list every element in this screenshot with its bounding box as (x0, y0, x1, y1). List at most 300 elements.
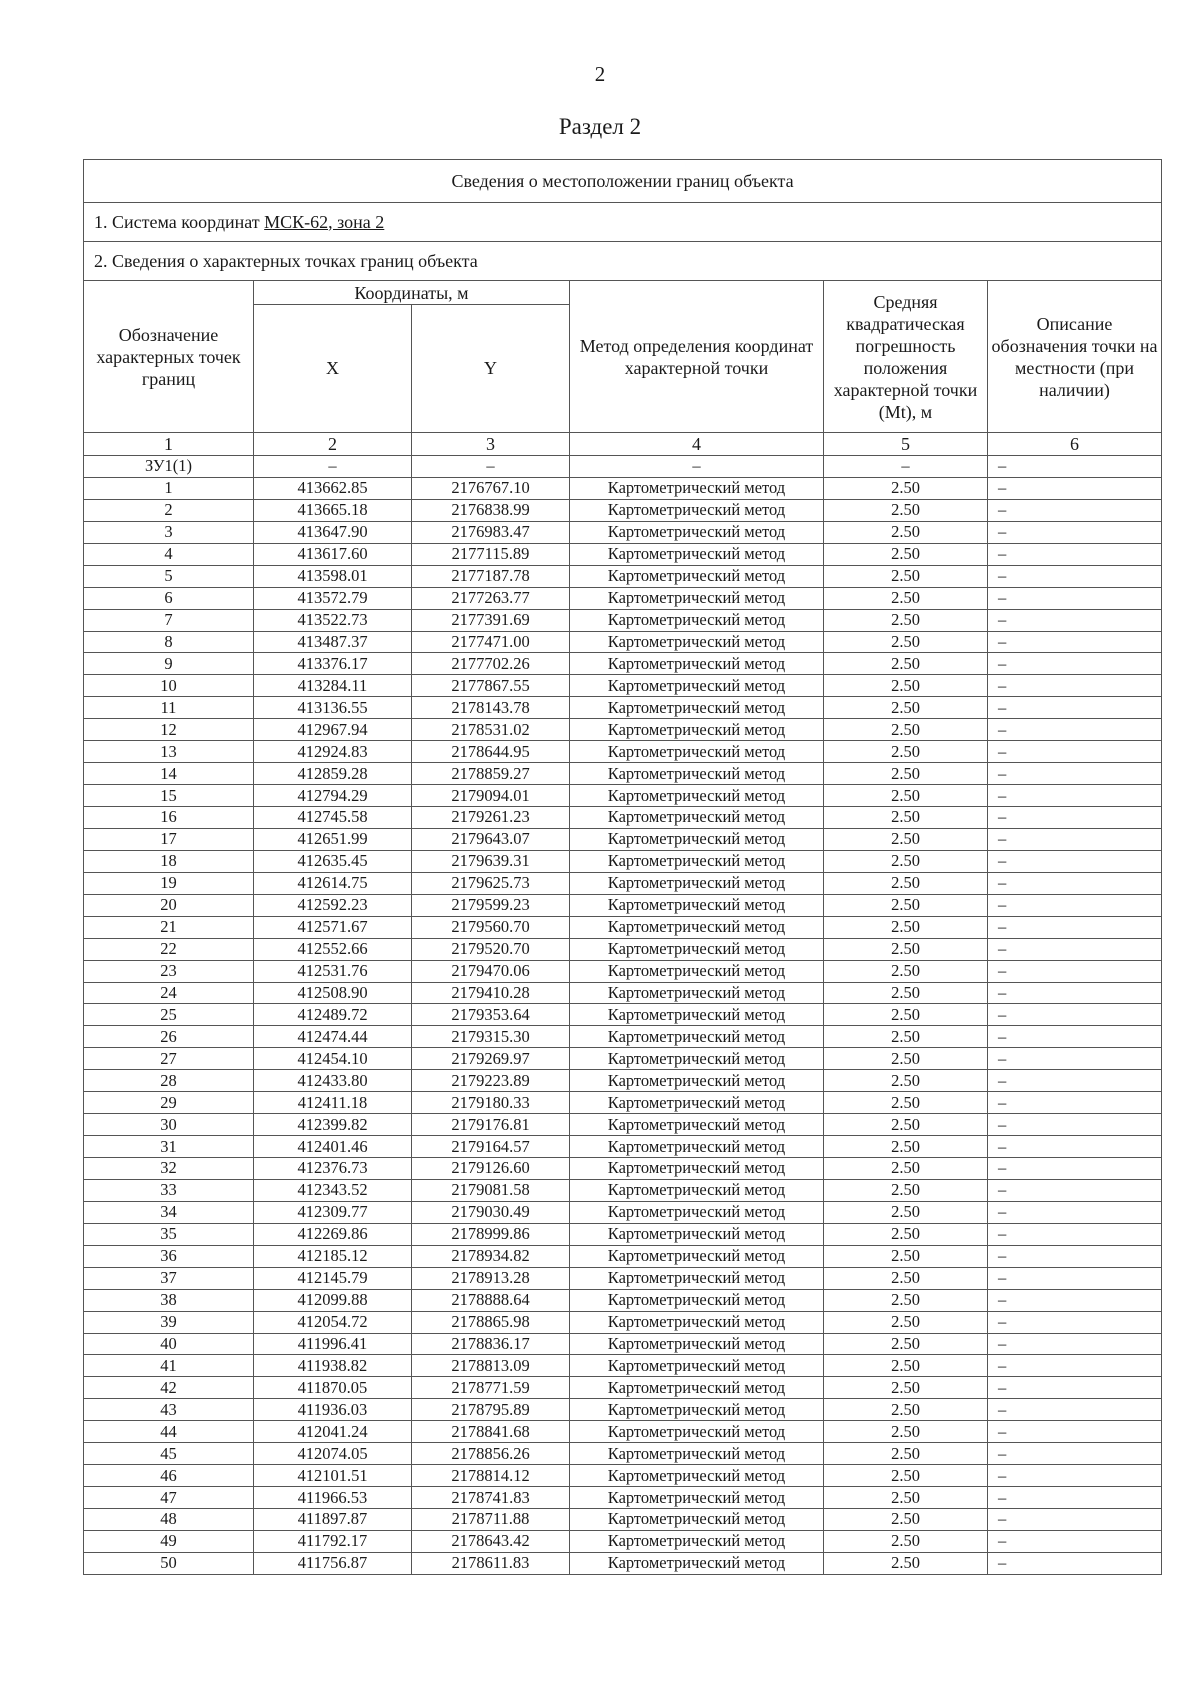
method: Картометрический метод (570, 807, 824, 829)
table-row (84, 1245, 1162, 1267)
coord-x: 411936.03 (254, 1399, 412, 1421)
coord-x: 411966.53 (254, 1487, 412, 1509)
coord-y: 2178741.83 (412, 1487, 570, 1509)
table-row (84, 609, 1162, 631)
method: Картометрический метод (570, 719, 824, 741)
method: Картометрический метод (570, 521, 824, 543)
point-description: – (988, 960, 1162, 982)
mean-error: 2.50 (824, 1289, 988, 1311)
method: Картометрический метод (570, 1070, 824, 1092)
point-description: – (988, 916, 1162, 938)
coord-y: 2179269.97 (412, 1048, 570, 1070)
point-description: – (988, 1465, 1162, 1487)
mean-error: 2.50 (824, 1201, 988, 1223)
point-description: – (988, 456, 1162, 478)
table-row (84, 1267, 1162, 1289)
coord-x: 412651.99 (254, 828, 412, 850)
table-row (84, 894, 1162, 916)
mean-error: 2.50 (824, 1114, 988, 1136)
coord-y: 2179315.30 (412, 1026, 570, 1048)
coord-x: 412474.44 (254, 1026, 412, 1048)
point-designation: 41 (84, 1355, 254, 1377)
mean-error: 2.50 (824, 1245, 988, 1267)
method: Картометрический метод (570, 1487, 824, 1509)
coord-x: 413598.01 (254, 565, 412, 587)
method: Картометрический метод (570, 1377, 824, 1399)
header-error: Средняя квадратическая погрешность положения характерной точки (Mt), м (824, 281, 988, 433)
coord-y: 2179261.23 (412, 807, 570, 829)
point-description: – (988, 1004, 1162, 1026)
coord-x: 412411.18 (254, 1092, 412, 1114)
table-row (84, 1487, 1162, 1509)
coord-y: 2177391.69 (412, 609, 570, 631)
point-designation: 23 (84, 960, 254, 982)
table-row (84, 1421, 1162, 1443)
method: Картометрический метод (570, 741, 824, 763)
coord-y: 2179353.64 (412, 1004, 570, 1026)
coord-x: 411996.41 (254, 1333, 412, 1355)
table-row (84, 1377, 1162, 1399)
coord-x: 413617.60 (254, 543, 412, 565)
coord-x: 412508.90 (254, 982, 412, 1004)
table-row (84, 1004, 1162, 1026)
coord-x: 413662.85 (254, 477, 412, 499)
mean-error: 2.50 (824, 1443, 988, 1465)
coord-y: 2178814.12 (412, 1465, 570, 1487)
point-description: – (988, 1509, 1162, 1531)
method: Картометрический метод (570, 1004, 824, 1026)
table-row (84, 1509, 1162, 1531)
mean-error: 2.50 (824, 543, 988, 565)
point-description: – (988, 872, 1162, 894)
table-row (84, 872, 1162, 894)
point-designation: 48 (84, 1509, 254, 1531)
point-description: – (988, 697, 1162, 719)
method: Картометрический метод (570, 1158, 824, 1180)
mean-error: 2.50 (824, 653, 988, 675)
coord-y: 2178143.78 (412, 697, 570, 719)
mean-error: 2.50 (824, 565, 988, 587)
table-row (84, 741, 1162, 763)
point-designation: 44 (84, 1421, 254, 1443)
mean-error: 2.50 (824, 960, 988, 982)
point-designation: 38 (84, 1289, 254, 1311)
coord-x: 411792.17 (254, 1530, 412, 1552)
column-numbers-row (84, 433, 1162, 456)
coord-y: 2178611.83 (412, 1552, 570, 1574)
method: Картометрический метод (570, 675, 824, 697)
mean-error: 2.50 (824, 1421, 988, 1443)
point-designation: 12 (84, 719, 254, 741)
method: Картометрический метод (570, 872, 824, 894)
point-description: – (988, 1201, 1162, 1223)
coord-x: 413487.37 (254, 631, 412, 653)
table-row (84, 1443, 1162, 1465)
table-row (84, 982, 1162, 1004)
coord-y: 2178865.98 (412, 1311, 570, 1333)
table-row (84, 477, 1162, 499)
point-description: – (988, 850, 1162, 872)
method: Картометрический метод (570, 1509, 824, 1531)
table-row (84, 938, 1162, 960)
table-row (84, 1092, 1162, 1114)
point-designation: 29 (84, 1092, 254, 1114)
mean-error: 2.50 (824, 894, 988, 916)
point-description: – (988, 763, 1162, 785)
point-description: – (988, 807, 1162, 829)
mean-error: 2.50 (824, 763, 988, 785)
coord-x: 413284.11 (254, 675, 412, 697)
coord-x: 412552.66 (254, 938, 412, 960)
point-description: – (988, 653, 1162, 675)
point-designation: 46 (84, 1465, 254, 1487)
coord-x: 412185.12 (254, 1245, 412, 1267)
point-designation: 18 (84, 850, 254, 872)
table-row (84, 631, 1162, 653)
coord-y: 2178913.28 (412, 1267, 570, 1289)
mean-error: 2.50 (824, 1530, 988, 1552)
table-row (84, 1223, 1162, 1245)
header-y: Y (412, 305, 570, 433)
table-row (84, 653, 1162, 675)
coord-y: 2176767.10 (412, 477, 570, 499)
point-designation: 24 (84, 982, 254, 1004)
method: Картометрический метод (570, 1443, 824, 1465)
table-row (84, 565, 1162, 587)
point-description: – (988, 828, 1162, 850)
point-designation: 17 (84, 828, 254, 850)
mean-error: 2.50 (824, 1355, 988, 1377)
point-description: – (988, 1026, 1162, 1048)
mean-error: 2.50 (824, 1070, 988, 1092)
point-description: – (988, 477, 1162, 499)
point-designation: 7 (84, 609, 254, 631)
method: Картометрический метод (570, 587, 824, 609)
coord-y: 2178771.59 (412, 1377, 570, 1399)
point-description: – (988, 1443, 1162, 1465)
point-designation: 5 (84, 565, 254, 587)
method: Картометрический метод (570, 653, 824, 675)
coord-x: 412099.88 (254, 1289, 412, 1311)
mean-error: 2.50 (824, 719, 988, 741)
coord-y: 2179599.23 (412, 894, 570, 916)
method: Картометрический метод (570, 1114, 824, 1136)
method: Картометрический метод (570, 785, 824, 807)
point-description: – (988, 1355, 1162, 1377)
header-designation: Обозначение характерных точек границ (84, 281, 254, 433)
coord-x: 412145.79 (254, 1267, 412, 1289)
header-description: Описание обозначения точки на местности (при наличии) (988, 281, 1162, 433)
point-designation: 22 (84, 938, 254, 960)
point-designation: 6 (84, 587, 254, 609)
method: Картометрический метод (570, 1289, 824, 1311)
method: Картометрический метод (570, 894, 824, 916)
point-description: – (988, 1179, 1162, 1201)
coord-x: 412269.86 (254, 1223, 412, 1245)
point-description: – (988, 609, 1162, 631)
coord-y: 2176983.47 (412, 521, 570, 543)
coord-x: 413665.18 (254, 499, 412, 521)
coord-x: 411938.82 (254, 1355, 412, 1377)
coord-x: 412489.72 (254, 1004, 412, 1026)
coord-y: 2179176.81 (412, 1114, 570, 1136)
point-description: – (988, 741, 1162, 763)
mean-error: 2.50 (824, 938, 988, 960)
method: Картометрический метод (570, 499, 824, 521)
method: Картометрический метод (570, 1026, 824, 1048)
point-designation: 11 (84, 697, 254, 719)
method: Картометрический метод (570, 982, 824, 1004)
point-description: – (988, 719, 1162, 741)
point-designation: 19 (84, 872, 254, 894)
point-designation: 16 (84, 807, 254, 829)
point-designation: 14 (84, 763, 254, 785)
coord-x: 412074.05 (254, 1443, 412, 1465)
point-description: – (988, 1114, 1162, 1136)
table-row (84, 1465, 1162, 1487)
table-row (84, 1179, 1162, 1201)
mean-error: 2.50 (824, 807, 988, 829)
mean-error: 2.50 (824, 1267, 988, 1289)
table-row (84, 521, 1162, 543)
coord-y: 2179643.07 (412, 828, 570, 850)
method: Картометрический метод (570, 1136, 824, 1158)
point-description: – (988, 1530, 1162, 1552)
coord-x: 412635.45 (254, 850, 412, 872)
mean-error: 2.50 (824, 675, 988, 697)
method: Картометрический метод (570, 631, 824, 653)
point-designation: 39 (84, 1311, 254, 1333)
coord-x: 412859.28 (254, 763, 412, 785)
header-coordinates: Координаты, м (254, 281, 570, 305)
point-description: – (988, 1048, 1162, 1070)
point-designation: 25 (84, 1004, 254, 1026)
point-description: – (988, 1245, 1162, 1267)
coord-x: 412531.76 (254, 960, 412, 982)
table-row (84, 1114, 1162, 1136)
point-designation: 36 (84, 1245, 254, 1267)
coord-system-row (84, 203, 1162, 242)
table-row (84, 850, 1162, 872)
coord-y: 2179639.31 (412, 850, 570, 872)
mean-error: 2.50 (824, 1465, 988, 1487)
point-description: – (988, 565, 1162, 587)
point-description: – (988, 1136, 1162, 1158)
coord-y: 2178795.89 (412, 1399, 570, 1421)
coord-x: 412571.67 (254, 916, 412, 938)
method: Картометрический метод (570, 960, 824, 982)
table-row (84, 1026, 1162, 1048)
point-description: – (988, 1377, 1162, 1399)
mean-error: 2.50 (824, 1179, 988, 1201)
point-description: – (988, 785, 1162, 807)
point-designation: 15 (84, 785, 254, 807)
column-number: 4 (570, 433, 824, 456)
coord-x: 412343.52 (254, 1179, 412, 1201)
point-description: – (988, 1487, 1162, 1509)
coord-x: 412592.23 (254, 894, 412, 916)
mean-error: 2.50 (824, 1136, 988, 1158)
method: Картометрический метод (570, 938, 824, 960)
coord-y: 2179560.70 (412, 916, 570, 938)
point-designation: 26 (84, 1026, 254, 1048)
mean-error: 2.50 (824, 741, 988, 763)
coord-y: 2179223.89 (412, 1070, 570, 1092)
coord-y: 2178856.26 (412, 1443, 570, 1465)
table-row (84, 1070, 1162, 1092)
point-designation: 8 (84, 631, 254, 653)
point-designation: 9 (84, 653, 254, 675)
table-row (84, 1201, 1162, 1223)
coord-x: 412794.29 (254, 785, 412, 807)
table-row (84, 675, 1162, 697)
coord-y: 2178841.68 (412, 1421, 570, 1443)
method: Картометрический метод (570, 1421, 824, 1443)
mean-error: 2.50 (824, 1158, 988, 1180)
table-row (84, 1399, 1162, 1421)
method: Картометрический метод (570, 1201, 824, 1223)
coord-x: 413522.73 (254, 609, 412, 631)
column-number: 1 (84, 433, 254, 456)
table-title-row (84, 160, 1162, 203)
coord-y: 2177867.55 (412, 675, 570, 697)
coord-y: 2177471.00 (412, 631, 570, 653)
point-description: – (988, 1552, 1162, 1574)
point-description: – (988, 521, 1162, 543)
point-description: – (988, 1289, 1162, 1311)
point-designation: 40 (84, 1333, 254, 1355)
method: Картометрический метод (570, 1245, 824, 1267)
point-designation: 49 (84, 1530, 254, 1552)
coord-y: 2178934.82 (412, 1245, 570, 1267)
coord-x: 412376.73 (254, 1158, 412, 1180)
coord-x: 411897.87 (254, 1509, 412, 1531)
coord-y: 2179625.73 (412, 872, 570, 894)
mean-error: 2.50 (824, 916, 988, 938)
coord-x: 412433.80 (254, 1070, 412, 1092)
point-designation: 30 (84, 1114, 254, 1136)
table-row (84, 1289, 1162, 1311)
method: Картометрический метод (570, 1530, 824, 1552)
point-description: – (988, 1311, 1162, 1333)
table-title: Сведения о местоположении границ объекта (84, 160, 1162, 203)
point-designation: 28 (84, 1070, 254, 1092)
points-section-label: 2. Сведения о характерных точках границ объекта (84, 242, 1162, 281)
point-designation: 43 (84, 1399, 254, 1421)
coord-y: 2177115.89 (412, 543, 570, 565)
method: Картометрический метод (570, 1355, 824, 1377)
coord-y: 2178859.27 (412, 763, 570, 785)
point-description: – (988, 894, 1162, 916)
method: Картометрический метод (570, 1048, 824, 1070)
coord-system-label: 1. Система координат (94, 211, 260, 232)
coord-x: 413572.79 (254, 587, 412, 609)
coord-x: 412745.58 (254, 807, 412, 829)
mean-error: 2.50 (824, 1026, 988, 1048)
coord-y: 2178644.95 (412, 741, 570, 763)
mean-error: 2.50 (824, 850, 988, 872)
table-row (84, 916, 1162, 938)
point-description: – (988, 982, 1162, 1004)
mean-error: 2.50 (824, 697, 988, 719)
point-designation: 1 (84, 477, 254, 499)
section-title: Раздел 2 (558, 114, 642, 139)
header-x: X (254, 305, 412, 433)
coord-y: 2179470.06 (412, 960, 570, 982)
method: Картометрический метод (570, 609, 824, 631)
point-description: – (988, 1158, 1162, 1180)
point-designation: 37 (84, 1267, 254, 1289)
mean-error: 2.50 (824, 587, 988, 609)
point-designation: 31 (84, 1136, 254, 1158)
coord-y: 2178531.02 (412, 719, 570, 741)
point-description: – (988, 1399, 1162, 1421)
column-number: 2 (254, 433, 412, 456)
table-row (84, 828, 1162, 850)
mean-error: 2.50 (824, 521, 988, 543)
mean-error: 2.50 (824, 1048, 988, 1070)
table-row (84, 1552, 1162, 1574)
point-designation: 10 (84, 675, 254, 697)
coord-y: 2179094.01 (412, 785, 570, 807)
mean-error: 2.50 (824, 1552, 988, 1574)
point-description: – (988, 1333, 1162, 1355)
point-description: – (988, 938, 1162, 960)
method: Картометрический метод (570, 543, 824, 565)
point-description: – (988, 1421, 1162, 1443)
table-row (84, 543, 1162, 565)
method: Картометрический метод (570, 1092, 824, 1114)
mean-error: 2.50 (824, 499, 988, 521)
coord-x: 412054.72 (254, 1311, 412, 1333)
coord-y: 2178888.64 (412, 1289, 570, 1311)
point-description: – (988, 1223, 1162, 1245)
point-designation: 3 (84, 521, 254, 543)
point-description: – (988, 675, 1162, 697)
coord-y: 2178711.88 (412, 1509, 570, 1531)
mean-error: 2.50 (824, 1092, 988, 1114)
point-description: – (988, 1267, 1162, 1289)
coord-y: 2177263.77 (412, 587, 570, 609)
header-row-1 (84, 281, 1162, 305)
coord-x: 412614.75 (254, 872, 412, 894)
coord-y: 2178643.42 (412, 1530, 570, 1552)
table-row (84, 587, 1162, 609)
point-description: – (988, 543, 1162, 565)
table-row (84, 456, 1162, 478)
mean-error: 2.50 (824, 1004, 988, 1026)
point-designation: 4 (84, 543, 254, 565)
coord-system-value: МСК-62, зона 2 (264, 211, 385, 232)
mean-error: 2.50 (824, 785, 988, 807)
point-designation: ЗУ1(1) (84, 456, 254, 478)
coord-y: 2179410.28 (412, 982, 570, 1004)
table-row (84, 960, 1162, 982)
method: Картометрический метод (570, 1267, 824, 1289)
mean-error: 2.50 (824, 1311, 988, 1333)
table-row (84, 1048, 1162, 1070)
coord-y: 2179030.49 (412, 1201, 570, 1223)
table-row (84, 1158, 1162, 1180)
mean-error: 2.50 (824, 609, 988, 631)
method: Картометрический метод (570, 850, 824, 872)
table-row (84, 499, 1162, 521)
method: Картометрический метод (570, 1179, 824, 1201)
coord-x: 413376.17 (254, 653, 412, 675)
point-description: – (988, 499, 1162, 521)
mean-error: 2.50 (824, 631, 988, 653)
coord-y: 2179081.58 (412, 1179, 570, 1201)
